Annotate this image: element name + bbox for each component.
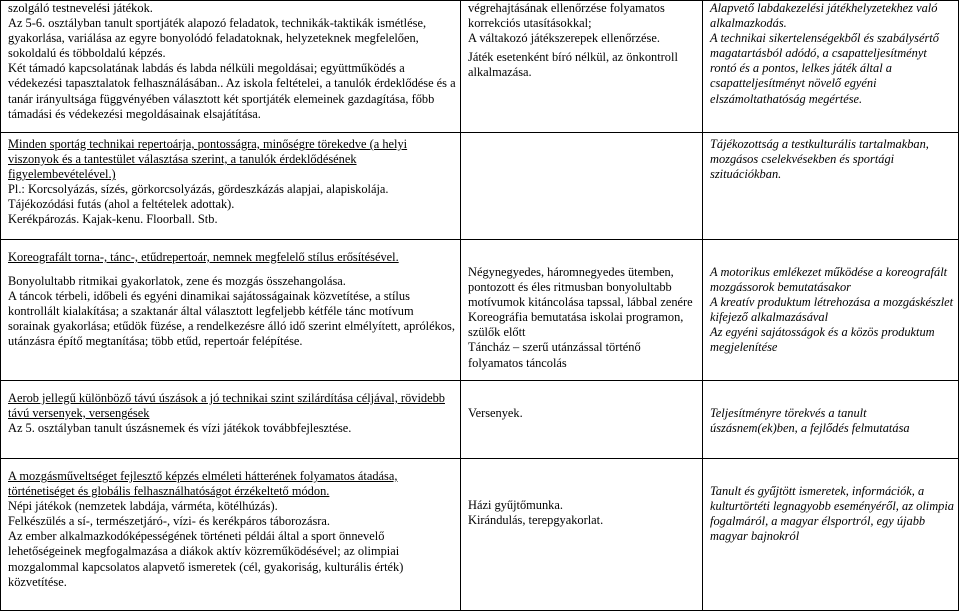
paragraph-text: Két támadó kapcsolatának labdás és labda nélküli megoldásai; együttműködés a védekezési tapasztalatok felhasználásában..: [8, 61, 405, 91]
activity-cell: [461, 1, 703, 133]
paragraph: A táncok térbeli, időbeli és egyéni dinamikai sajátosságainak közvetítése, a stílus kontrollált kialakítása; a szaktanár által választott legfeljebb kétféle tánc motívum sorainak gyakorlása; etűdök füzése, a rendelkezésre álló idő szerint elmélyített, aprólékos, utánzásra építő megtanítása; több etűd, repertoár felépítése.: [8, 289, 455, 349]
paragraph-text: Az iskola feltételei, a tanulók érdeklődése és a tanár irányultsága függvényében választott két sportjáték elemeinek gazdagítása, főbb támadási és védekezési megoldásainak elsajátítása.: [8, 76, 456, 121]
paragraph: A mozgásműveltséget fejlesztő képzés elméleti hátterének folyamatos átadása, történetiséget és globális felhasználhatóságot érzékeltető módon.: [8, 469, 398, 499]
paragraph: [8, 61, 456, 121]
content-cell: [1, 133, 461, 240]
paragraph: Kerékpározás. Kajak-kenu. Floorball. Stb.: [8, 212, 218, 227]
paragraph: Táncház – szerű utánzással történő folyamatos táncolás: [468, 340, 641, 370]
paragraph: A technikai sikertelenségekből és szabálysértő magatartásból adódó, a csapatteljesítményt rontó és a pontos, lelkes játék által a csapatteljesítményt növelő egyéni elszámoltathatóság megértése.: [710, 31, 939, 106]
paragraph: Pl.: Korcsolyázás, sízés, görkorcsolyázás, gördeszkázás alapjai, alapiskolája.: [8, 182, 389, 197]
paragraph: Játék esetenként bíró nélkül, az önkontroll alkalmazása.: [468, 50, 678, 80]
content-cell: [1, 459, 461, 611]
content-cell: [1, 381, 461, 459]
outcome-cell: [703, 133, 959, 240]
content-cell: [1, 1, 461, 133]
paragraph: Felkészülés a sí-, természetjáró-, vízi- és kerékpáros táborozásra.: [8, 514, 331, 529]
paragraph: A motorikus emlékezet működése a koreografált mozgássorok bemutatásakor: [710, 265, 948, 295]
paragraph: Az 5. osztályban tanult úszásnemek és vízi játékok továbbfejlesztése.: [8, 421, 352, 436]
paragraph: Tájékozottság a testkulturális tartalmakban, mozgásos cselekvésekben és sportági szituációkban.: [710, 137, 929, 182]
activity-cell: [461, 133, 703, 240]
paragraph: Teljesítményre törekvés a tanult úszásnem(ek)ben, a fejlődés felmutatása: [710, 406, 910, 436]
table-row: [1, 381, 959, 459]
table-row: [1, 459, 959, 611]
outcome-cell: [703, 381, 959, 459]
paragraph: Az ember alkalmazkodóképességének történeti példái által a sport önnevelő lehetőségeinek megfogalmazása a diákok aktív közreműködésével; az olimpiai mozgalommal kapcsolatos alapvető ismeretek (cél, gyakoriság, kulturális érték) közvetítése.: [8, 529, 404, 589]
outcome-cell: [703, 1, 959, 133]
table-row: [1, 1, 959, 133]
outcome-cell: [703, 459, 959, 611]
table-row: [1, 133, 959, 240]
content-cell: [1, 240, 461, 381]
paragraph: Tájékozódási futás (ahol a feltételek adottak).: [8, 197, 235, 212]
paragraph: Versenyek.: [468, 406, 523, 420]
paragraph: Minden sportág technikai repertoárja, pontosságra, minőségre törekedve (a helyi viszonyok és a tantestület választása szerint, a tanulók érdeklődésének figyelembevételével.): [8, 137, 408, 182]
paragraph: A váltakozó játékszerepek ellenőrzése.: [468, 31, 660, 46]
paragraph: Koreográfia bemutatása iskolai programon, szülők előtt: [468, 310, 684, 340]
paragraph: Az 5-6. osztályban tanult sportjáték alapozó feladatok, technikák-taktikák ismétlése, gyakorlása, variálása az egyre bonyolódó feladatoknak, helyzeteknek megfelelően, sokoldalú és többoldalú képzés.: [8, 16, 427, 61]
paragraph: Aerob jellegű különböző távú úszások a jó technikai szint szilárdítása céljával, rövidebb távú versenyek, versengések: [8, 391, 445, 421]
activity-cell: [461, 459, 703, 611]
paragraph: Az egyéni sajátosságok és a közös produktum megjelenítése: [710, 325, 935, 355]
paragraph: Tanult és gyűjtött ismeretek, információk, a kulturtörtéti legnagyobb eseményéről, az olimpia fogalmáról, a magyar élsportról, egy újabb magyar bajnokról: [710, 484, 954, 544]
activity-cell: [461, 381, 703, 459]
paragraph: Négynegyedes, háromnegyedes ütemben, pontozott és éles ritmusban bonyolultabb motívumok kitáncolása tapssal, lábbal zenére: [468, 265, 693, 310]
paragraph: Bonyolultabb ritmikai gyakorlatok, zene és mozgás összehangolása.: [8, 274, 346, 289]
paragraph: szolgáló testnevelési játékok.: [8, 1, 153, 15]
paragraph: Házi gyűjtőmunka.: [468, 498, 563, 512]
paragraph: A kreatív produktum létrehozása a mozgáskészlet kifejező alkalmazásával: [710, 295, 954, 325]
paragraph: végrehajtásának ellenőrzése folyamatos korrekciós utasításokkal;: [468, 1, 665, 31]
paragraph: Népi játékok (nemzetek labdája, várméta, kötélhúzás).: [8, 499, 278, 514]
paragraph: Alapvető labdakezelési játékhelyzetekhez való alkalmazkodás.: [710, 1, 938, 31]
paragraph: Koreografált torna-, tánc-, etűdrepertoár, nemnek megfelelő stílus erősítésével.: [8, 250, 399, 264]
activity-cell: [461, 240, 703, 381]
paragraph: Kirándulás, terepgyakorlat.: [468, 513, 604, 528]
table-row: [1, 240, 959, 381]
outcome-cell: [703, 240, 959, 381]
